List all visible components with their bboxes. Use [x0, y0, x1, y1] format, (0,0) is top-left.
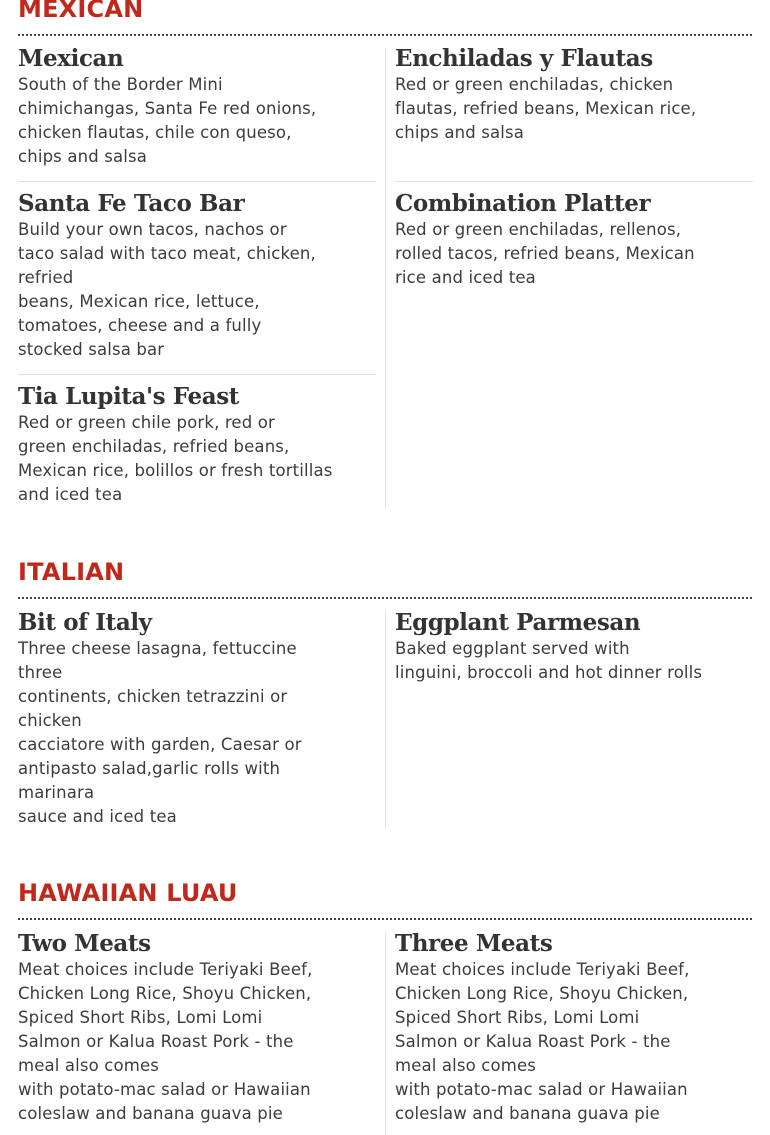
- item-name: Eggplant Parmesan: [395, 609, 641, 636]
- section-hawaiian-luau: [18, 877, 752, 1135]
- item-name: Enchiladas y Flautas: [395, 45, 653, 72]
- item-description: Red or green enchiladas, rellenos, rolled tacos, refried beans, Mexican rice and iced tea: [395, 220, 695, 287]
- item-name: Tia Lupita's Feast: [18, 383, 239, 410]
- menu-item-tia-lupitas-feast: [18, 383, 376, 507]
- column-divider: [385, 48, 386, 508]
- left-column: [18, 0, 376, 510]
- item-name: Bit of Italy: [18, 609, 152, 636]
- item-description: Three cheese lasagna, fettuccine three continents, chicken tetrazzini or chicken cacciatore with garden, Caesar or antipasto salad,garlic rolls with marinara sauce and iced tea: [18, 639, 302, 826]
- menu-item-two-meats: [18, 930, 376, 1126]
- right-column: [395, 556, 753, 831]
- right-column: [395, 0, 753, 510]
- item-separator: [18, 374, 376, 375]
- section-title: ITALIAN: [18, 558, 125, 586]
- menu-item-bit-of-italy: [18, 609, 376, 829]
- menu-item-santa-fe-taco-bar: [18, 190, 376, 362]
- item-description: Meat choices include Teriyaki Beef, Chicken Long Rice, Shoyu Chicken, Spiced Short Ribs, Lomi Lomi Salmon or Kalua Roast Pork - the meal also comes with potato-mac salad or Hawaiian coleslaw and banana guava pie: [395, 960, 690, 1123]
- column-divider: [385, 610, 386, 828]
- menu-item-three-meats: [395, 930, 753, 1126]
- item-name: Three Meats: [395, 930, 553, 957]
- item-name: Mexican: [18, 45, 124, 72]
- section-title: HAWAIIAN LUAU: [18, 879, 238, 907]
- item-description: Baked eggplant served with linguini, broccoli and hot dinner rolls: [395, 639, 703, 682]
- item-name: Santa Fe Taco Bar: [18, 190, 245, 217]
- item-name: Combination Platter: [395, 190, 651, 217]
- menu-item-enchiladas-y-flautas: [395, 45, 753, 145]
- right-column: [395, 877, 753, 1135]
- section-mexican: [18, 0, 752, 510]
- item-separator: [395, 181, 753, 182]
- item-description: Build your own tacos, nachos or taco salad with taco meat, chicken, refried beans, Mexican rice, lettuce, tomatoes, cheese and a fully stocked salsa bar: [18, 220, 316, 359]
- left-column: [18, 556, 376, 831]
- section-title: MEXICAN: [18, 0, 144, 23]
- item-description: Red or green chile pork, red or green enchiladas, refried beans, Mexican rice, bolillos or fresh tortillas and iced tea: [18, 413, 333, 504]
- item-name: Two Meats: [18, 930, 151, 957]
- section-italian: [18, 556, 752, 831]
- item-description: Meat choices include Teriyaki Beef, Chicken Long Rice, Shoyu Chicken, Spiced Short Ribs, Lomi Lomi Salmon or Kalua Roast Pork - the meal also comes with potato-mac salad or Hawaiian coleslaw and banana guava pie: [18, 960, 313, 1123]
- item-description: Red or green enchiladas, chicken flautas, refried beans, Mexican rice, chips and salsa: [395, 75, 697, 142]
- menu-item-mexican: [18, 45, 376, 169]
- menu-item-eggplant-parmesan: [395, 609, 753, 685]
- left-column: [18, 877, 376, 1135]
- item-separator: [18, 181, 376, 182]
- column-divider: [385, 931, 386, 1135]
- menu-item-combination-platter: [395, 190, 753, 290]
- item-description: South of the Border Mini chimichangas, Santa Fe red onions, chicken flautas, chile con queso, chips and salsa: [18, 75, 317, 166]
